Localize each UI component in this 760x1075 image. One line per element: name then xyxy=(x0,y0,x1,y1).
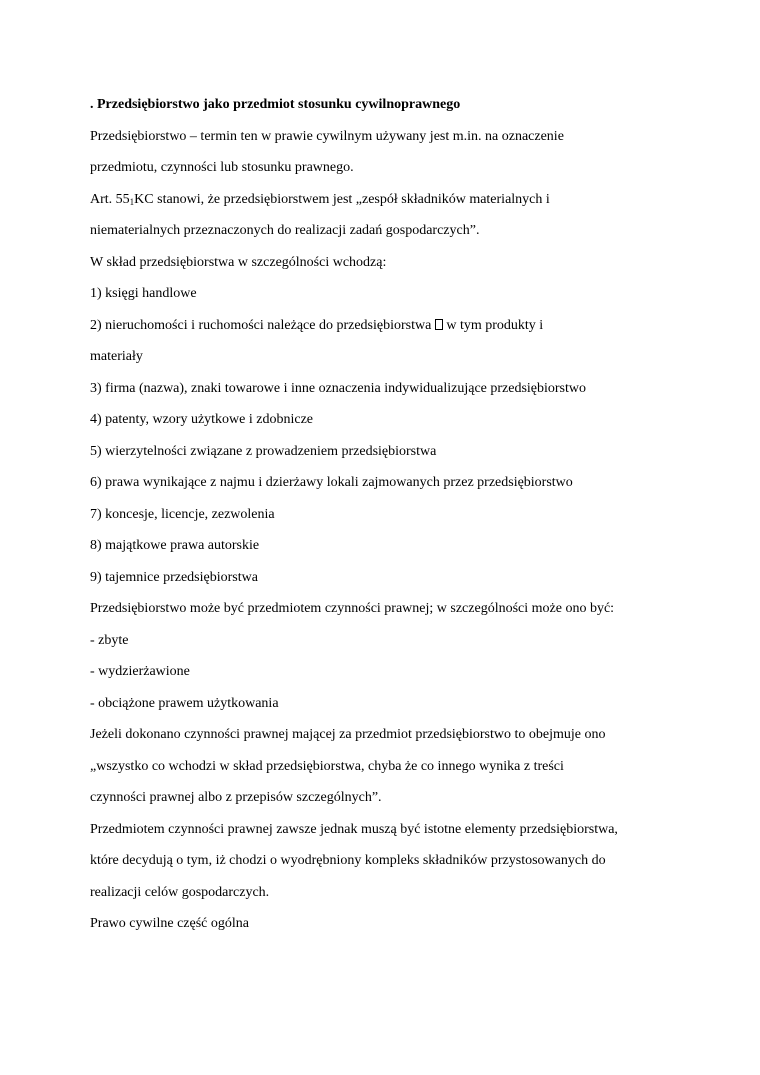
dash-item: - zbyte xyxy=(90,632,129,648)
section-heading: . Przedsiębiorstwo jako przedmiot stosunku cywilnoprawnego xyxy=(90,97,461,112)
paragraph-line: realizacji celów gospodarczych. xyxy=(90,884,270,900)
list-item: 1) księgi handlowe xyxy=(90,286,197,301)
list-item: 8) majątkowe prawa autorskie xyxy=(90,538,260,553)
footer-text: Prawo cywilne część ogólna xyxy=(90,916,249,931)
list-item: 6) prawa wynikające z najmu i dzierżawy lokali zajmowanych przez przedsiębiorstwo xyxy=(90,475,573,490)
list-item: 9) tajemnice przedsiębiorstwa xyxy=(90,569,258,585)
dash-item: - obciążone prawem użytkowania xyxy=(90,695,279,711)
paragraph-line: czynności prawnej albo z przepisów szczególnych”. xyxy=(90,790,382,805)
list-item-text: 2) nieruchomości i ruchomości należące do przedsiębiorstwa xyxy=(90,317,432,333)
list-item: 7) koncesje, licencje, zezwolenia xyxy=(90,506,275,522)
list-item: 5) wierzytelności związane z prowadzeniem przedsiębiorstwa xyxy=(90,443,437,459)
paragraph-line: Przedsiębiorstwo – termin ten w prawie cywilnym używany jest m.in. na oznaczenie xyxy=(90,128,564,144)
paragraph-line: które decydują o tym, iż chodzi o wyodrębniony kompleks składników przystosowanych do xyxy=(90,853,606,868)
article-prefix: Art. 55 xyxy=(90,191,130,207)
list-item: 3) firma (nazwa), znaki towarowe i inne oznaczenia indywidualizujące przedsiębiorstwo xyxy=(90,380,587,396)
paragraph-line: Jeżeli dokonano czynności prawnej mającej za przedmiot przedsiębiorstwo to obejmuje ono xyxy=(90,727,606,742)
list-intro: W skład przedsiębiorstwa w szczególności wchodzą: xyxy=(90,254,387,270)
article-citation-line xyxy=(90,184,690,216)
list-item: 4) patenty, wzory użytkowe i zdobnicze xyxy=(90,412,314,427)
missing-glyph-icon xyxy=(435,319,443,330)
paragraph-line: Przedmiotem czynności prawnej zawsze jednak muszą być istotne elementy przedsiębiorstwa, xyxy=(90,821,618,837)
document-body xyxy=(90,89,690,940)
paragraph-line: Przedsiębiorstwo może być przedmiotem czynności prawnej; w szczególności może ono być: xyxy=(90,601,615,616)
paragraph-line: przedmiotu, czynności lub stosunku prawnego. xyxy=(90,160,354,175)
dash-item: - wydzierżawione xyxy=(90,664,190,679)
paragraph-line: „wszystko co wchodzi w skład przedsiębiorstwa, chyba że co innego wynika z treści xyxy=(90,758,564,774)
article-text: KC stanowi, że przedsiębiorstwem jest „zespół składników materialnych i xyxy=(134,191,550,207)
paragraph-line: niematerialnych przeznaczonych do realizacji zadań gospodarczych”. xyxy=(90,223,480,238)
list-item-continuation: materiały xyxy=(90,349,143,364)
list-item xyxy=(90,310,690,342)
article-subscript: 1 xyxy=(129,196,135,207)
list-item-text: w tym produkty i xyxy=(446,317,544,333)
